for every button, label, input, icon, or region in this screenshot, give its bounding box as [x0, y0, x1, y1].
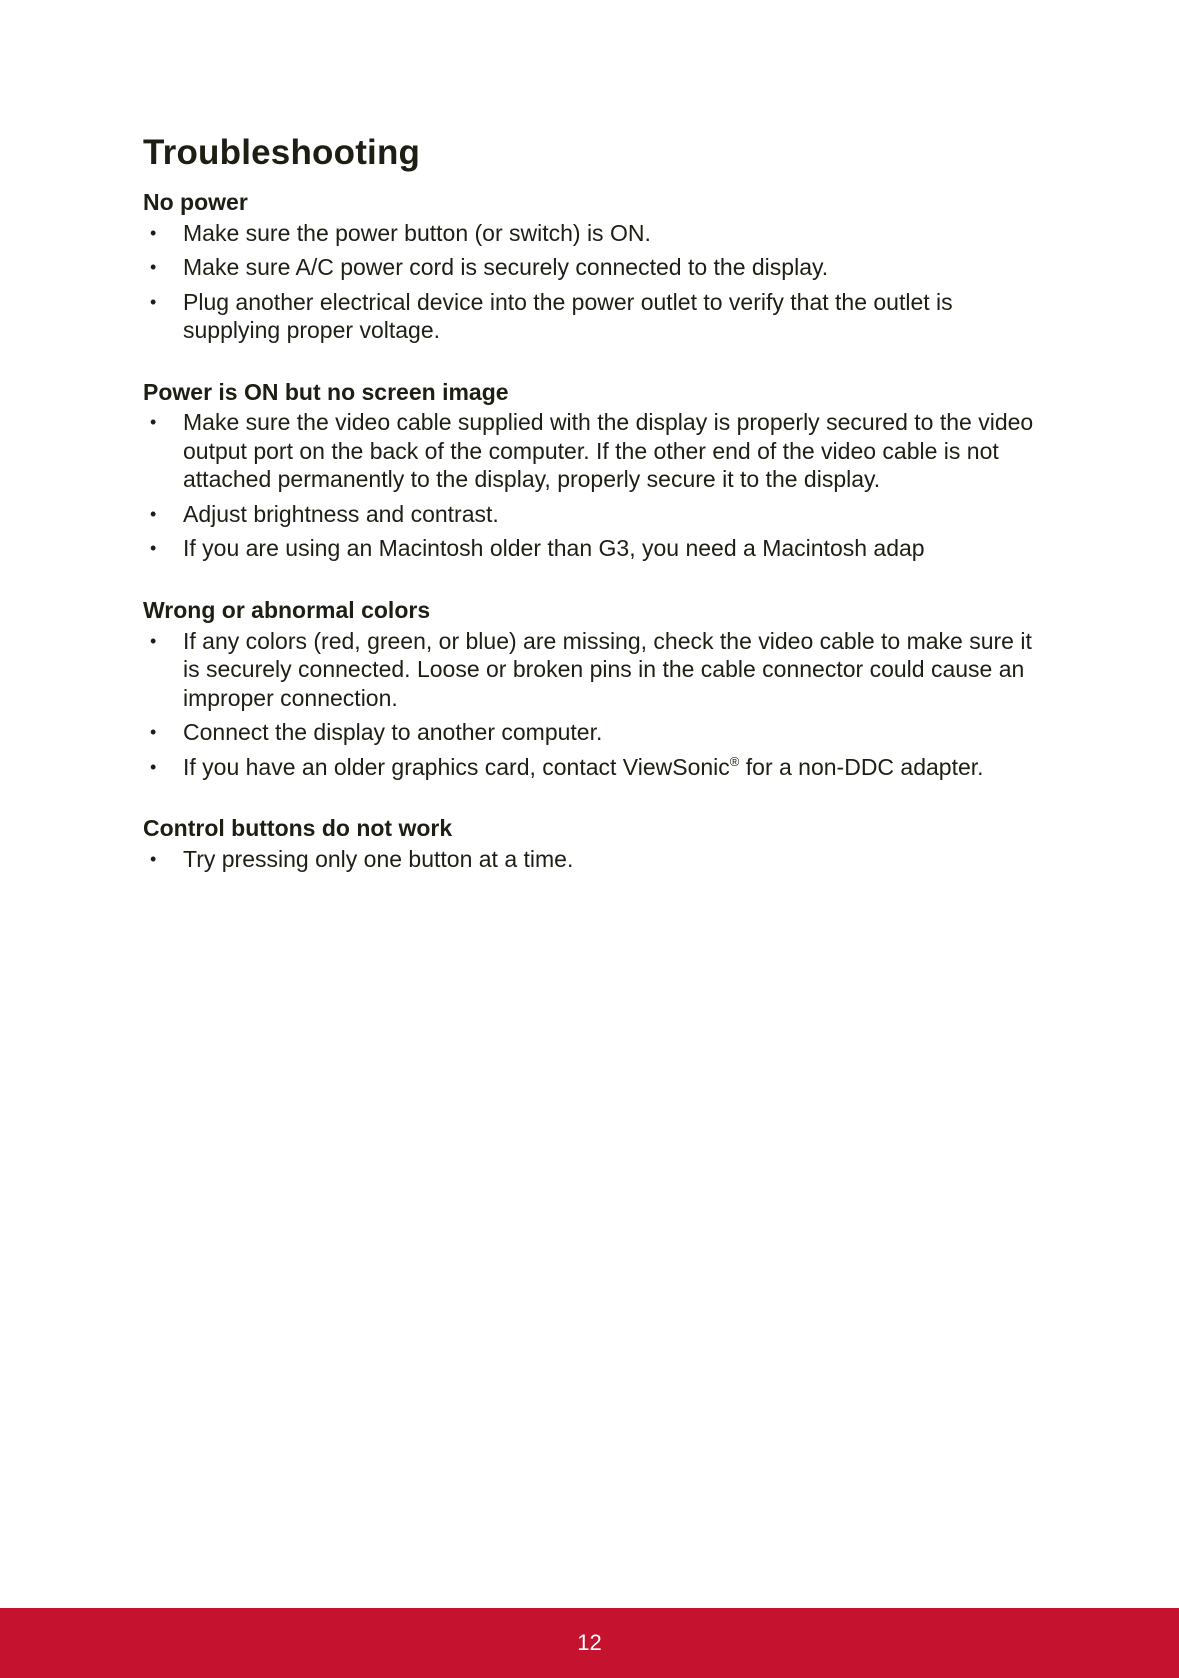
section-heading: Power is ON but no screen image	[143, 378, 509, 405]
list-item	[143, 219, 1043, 248]
list-item-text: Connect the display to another computer.	[183, 719, 603, 746]
bullet-icon: •	[150, 848, 157, 869]
bullet-icon: •	[150, 291, 157, 312]
footer-bar	[0, 1608, 1179, 1678]
section-no-power	[143, 189, 1043, 345]
list-item-text: If any colors (red, green, or blue) are missing, check the video cable to make sure it is securely connected. Loose or broken pins in the cable connector could cause an improper connection.	[183, 627, 1032, 711]
list-item	[143, 534, 1043, 563]
list-item	[143, 845, 1043, 874]
list-item	[143, 627, 1043, 713]
section-heading: Control buttons do not work	[143, 815, 453, 842]
list-item-text: Plug another electrical device into the power outlet to verify that the outlet is supplying proper voltage.	[183, 288, 953, 344]
list-item	[143, 253, 1043, 282]
list-item-text	[183, 754, 984, 780]
section-heading: Wrong or abnormal colors	[143, 596, 431, 623]
list-item-text: Make sure the video cable supplied with the display is properly secured to the video output port on the back of the computer. If the other end of the video cable is not attached permanently to the display, properly secure it to the display.	[183, 409, 1034, 493]
list-item-text-part: for a non-DDC adapter.	[739, 753, 984, 780]
section-control-buttons	[143, 815, 1043, 873]
list-item-text: Make sure the power button (or switch) is ON.	[183, 219, 651, 246]
bullet-list	[143, 627, 1043, 782]
list-item	[143, 718, 1043, 747]
section-heading: No power	[143, 189, 248, 216]
list-item-text-part: If you have an older graphics card, contact ViewSonic	[183, 753, 730, 780]
document-body	[143, 133, 1043, 907]
bullet-list	[143, 219, 1043, 345]
page-title: Troubleshooting	[143, 133, 421, 172]
bullet-list	[143, 408, 1043, 563]
bullet-list	[143, 845, 1043, 874]
section-wrong-colors	[143, 597, 1043, 781]
list-item	[143, 408, 1043, 494]
bullet-icon: •	[150, 538, 157, 559]
bullet-icon: •	[150, 257, 157, 278]
bullet-icon: •	[150, 222, 157, 243]
registered-mark: ®	[729, 753, 740, 769]
list-item	[143, 753, 1043, 782]
list-item-text: If you are using an Macintosh older than G3, you need a Macintosh adap	[183, 535, 925, 562]
bullet-icon: •	[150, 503, 157, 524]
list-item-text: Adjust brightness and contrast.	[183, 500, 499, 527]
section-no-screen-image	[143, 379, 1043, 563]
list-item-text: Try pressing only one button at a time.	[183, 845, 574, 872]
list-item	[143, 288, 1043, 345]
bullet-icon: •	[150, 756, 157, 777]
page-number: 12	[577, 1630, 602, 1655]
bullet-icon: •	[150, 630, 157, 651]
list-item	[143, 500, 1043, 529]
list-item-text: Make sure A/C power cord is securely connected to the display.	[183, 254, 829, 281]
bullet-icon: •	[150, 412, 157, 433]
bullet-icon: •	[150, 722, 157, 743]
